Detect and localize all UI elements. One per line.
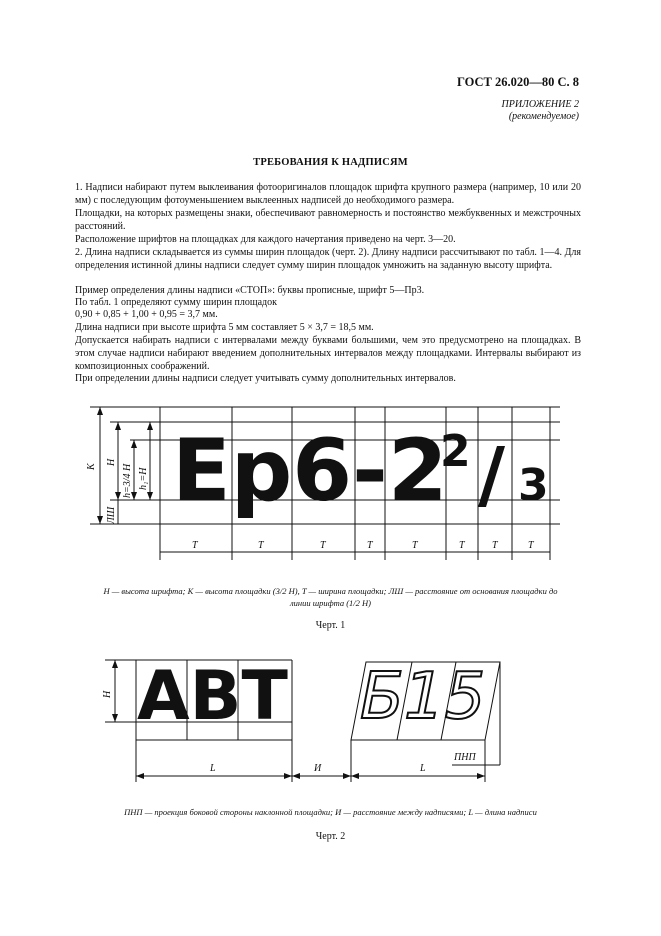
- paragraph-7: 0,90 + 0,85 + 1,00 + 0,95 = 3,7 мм.: [75, 309, 218, 320]
- paragraph-2: Площадки, на которых размещены знаки, обеспечивают равномерность и постоянство межбуквенных и межстрочных расстояний.: [75, 208, 581, 232]
- sample-inscription: Ер6-2: [172, 421, 448, 521]
- width-t-3: T: [320, 540, 326, 551]
- appendix-note: (рекомендуемое): [508, 111, 579, 122]
- sample-slash: /: [478, 432, 506, 518]
- paragraph-10: При определении длины надписи следует учитывать сумму дополнительных интервалов.: [75, 373, 456, 384]
- dim-34h-label: h=3/4 H: [122, 463, 133, 498]
- width-t-1: T: [192, 540, 198, 551]
- appendix-title: ПРИЛОЖЕНИЕ 2: [501, 99, 579, 110]
- figure-1-caption-line1: H — высота шрифта; K — высота площадки (3/2 H), T — ширина площадки; ЛШ — расстояние от основания площадки до: [103, 586, 558, 596]
- width-t-6: T: [459, 540, 465, 551]
- paragraph-5: Пример определения длины надписи «СТОП»: буквы прописные, шрифт 5—Пр3.: [75, 285, 425, 296]
- paragraph-9: Допускается набирать надписи с интервалами между буквами большими, чем это предусмотрено на площадках. В этом случае надписи набирают введением дополнительных интервалов между площадками. Интервалы выбирают из композиционных соображений.: [75, 335, 581, 372]
- figure-1-drawing: [0, 395, 661, 565]
- width-t-7: T: [492, 540, 498, 551]
- figure-2-drawing: [0, 655, 661, 785]
- section-title: ТРЕБОВАНИЯ К НАДПИСЯМ: [253, 157, 408, 168]
- dim-h-label: H: [106, 458, 117, 466]
- figure-1-caption: [0, 585, 661, 609]
- dim-lsh-label: ЛШ: [106, 506, 117, 524]
- page-header: ГОСТ 26.020—80 С. 8: [456, 75, 579, 89]
- sample-subscript: 3: [518, 460, 549, 511]
- width-t-8: T: [528, 540, 534, 551]
- figure-1-caption-line2: линии шрифта (1/2 H): [289, 598, 372, 608]
- fig2-dim-l-label-1: L: [210, 763, 216, 774]
- appendix-label: [502, 99, 580, 123]
- paragraph-8: Длина надписи при высоте шрифта 5 мм составляет 5 × 3,7 = 18,5 мм.: [75, 322, 374, 333]
- width-t-4: T: [367, 540, 373, 551]
- figure-2-number: Черт. 2: [315, 831, 346, 842]
- sample-upright-inscription: АВТ: [137, 657, 288, 736]
- paragraph-3: Расположение шрифтов на площадках для каждого начертания приведено на черт. 3—20.: [75, 234, 456, 245]
- sample-italic-inscription: Б15: [360, 660, 486, 734]
- paragraph-4: 2. Длина надписи складывается из суммы ширин площадок (черт. 2). Длину надписи рассчитывают по табл. 1—4. Для определения истинной длины надписи следует сумму ширин площадок умножить на заданную высоту шрифта.: [75, 247, 581, 271]
- dim-k-label: K: [86, 463, 97, 470]
- width-t-2: T: [258, 540, 264, 551]
- figure-2-caption: ПНП — проекция боковой стороны наклонной площадки; И — расстояние между надписями; L — длина надписи: [124, 807, 537, 817]
- fig2-dim-pnp-label: ПНП: [454, 752, 476, 763]
- paragraph-1: 1. Надписи набирают путем выклеивания фотооригиналов площадок шрифта крупного размера (например, 10 или 20 мм) с последующим фотоуменьшением выклеенных надписей до необходимого размера.: [75, 182, 581, 206]
- fig2-dim-h-label: H: [102, 690, 113, 698]
- sample-superscript: 2: [440, 426, 471, 477]
- dim-h1-label: h₁=H: [138, 467, 149, 490]
- paragraph-6: По табл. 1 определяют сумму ширин площадок: [75, 297, 277, 308]
- figure-1-number: Черт. 1: [315, 620, 346, 631]
- fig2-dim-i-label: И: [314, 763, 322, 774]
- width-t-5: T: [412, 540, 418, 551]
- fig2-dim-l-label-2: L: [420, 763, 426, 774]
